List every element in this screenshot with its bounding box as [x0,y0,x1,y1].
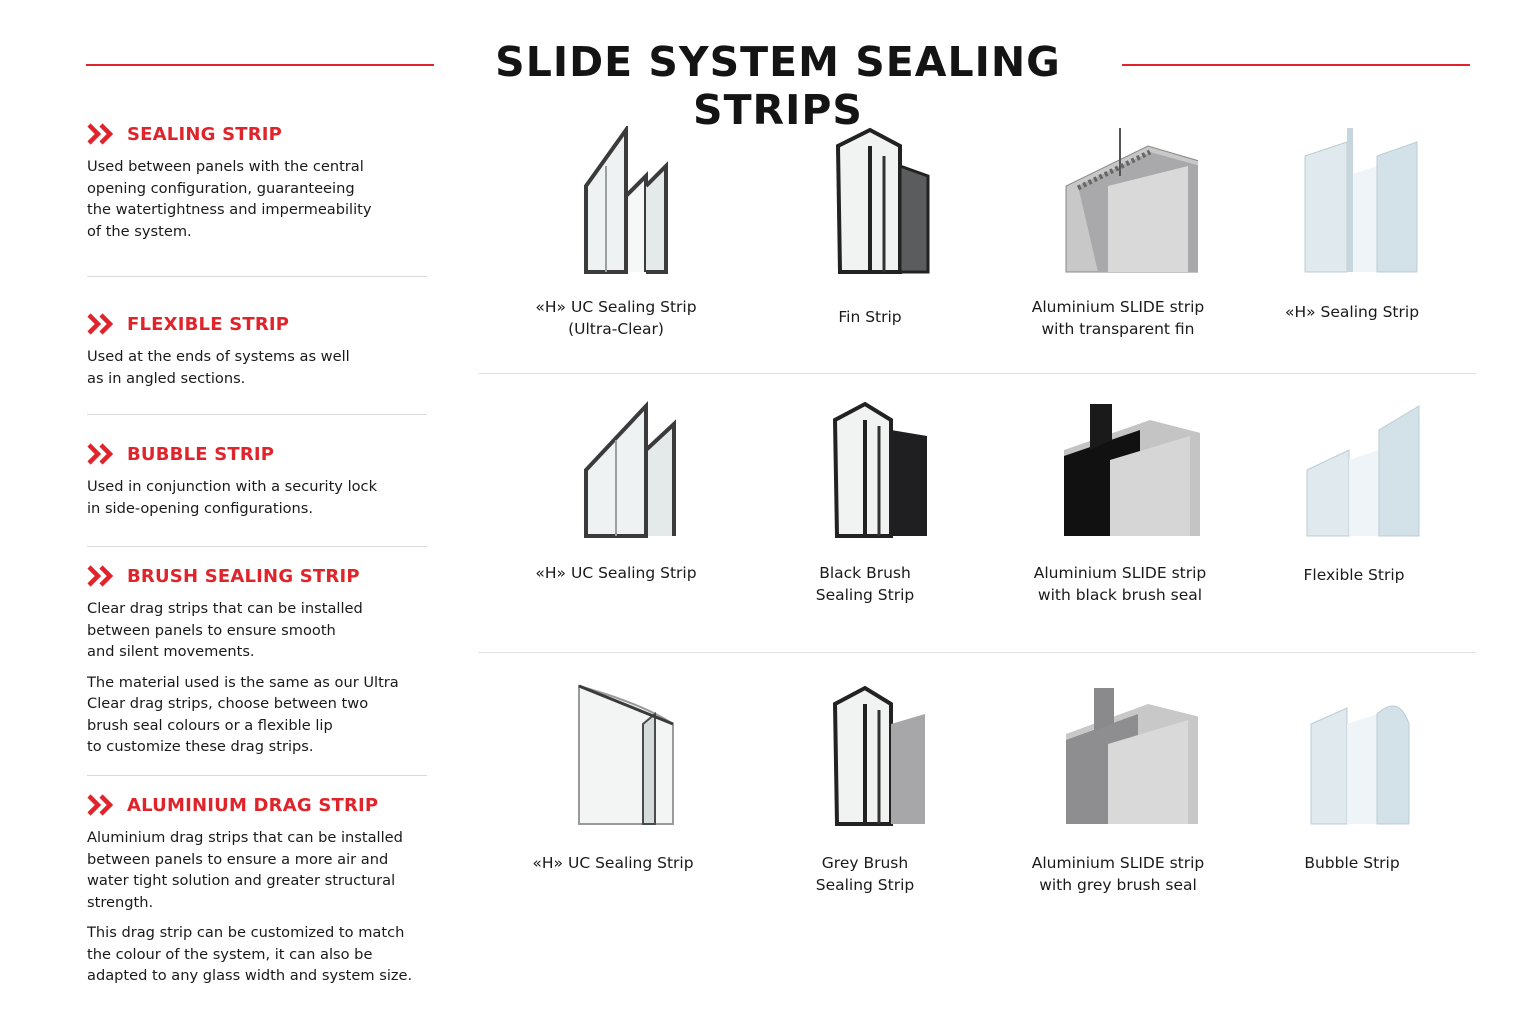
product-grey-brush-sealing-strip [765,684,965,896]
flexible-strip-icon [1279,400,1429,538]
double-chevron-right-icon [87,794,117,816]
section-title: SEALING STRIP [127,123,283,145]
product-caption: Flexible Strip [1303,566,1405,584]
h-white-strip-icon [1277,126,1427,274]
divider [87,546,427,547]
aluminium-strip-icon [1038,126,1198,274]
section-title: BUBBLE STRIP [127,443,275,465]
section-text: Used between panels with the central opening configuration, guaranteeing the watertightness and impermeability of the system. [87,158,372,240]
grey-brush-strip-icon [795,684,935,826]
product-aluminium-slide-strip-grey-brush [1018,684,1218,896]
product-aluminium-slide-strip-black-brush [1020,400,1220,606]
product-caption: «H» UC Sealing Strip (Ultra-Clear) [535,298,697,338]
product-caption: Fin Strip [838,308,902,326]
product-caption: «H» Sealing Strip [1284,303,1420,321]
row-divider [478,373,1476,374]
product-caption: «H» UC Sealing Strip [532,854,694,872]
product-h-uc-sealing-strip-ultra-clear [516,126,716,340]
section-title: BRUSH SEALING STRIP [127,565,360,587]
divider [87,775,427,776]
divider [87,276,427,277]
double-chevron-right-icon [87,443,117,465]
section-text: Used at the ends of systems as well as in angled sections. [87,348,350,387]
product-h-uc-sealing-strip [516,400,716,584]
product-h-uc-sealing-strip-curved [513,684,713,874]
section-title: ALUMINIUM DRAG STRIP [127,794,379,816]
bubble-strip-icon [1277,684,1427,826]
title-bar [0,38,1536,134]
product-caption: Black Brush Sealing Strip [815,564,915,604]
section-text: The material used is the same as our Ultra Clear drag strips, choose between two brush seal colours or a flexible lip to customize these drag strips. [87,673,399,755]
section-text: Clear drag strips that can be installed between panels to ensure smooth and silent movements. [87,600,363,660]
aluminium-black-brush-icon [1040,400,1200,538]
section-text: Aluminium drag strips that can be installed between panels to ensure a more air and water tight solution and greater structural strength. [87,829,403,911]
row-divider [478,652,1476,653]
product-black-brush-sealing-strip [765,400,965,606]
h-clear-curved-strip-icon [543,684,683,826]
title-rule-right [1122,64,1470,66]
double-chevron-right-icon [87,313,117,335]
page-title: SLIDE SYSTEM SEALING STRIPS [495,38,1061,134]
section-flexible-strip [87,308,427,398]
h-clear-strip-icon [546,126,686,274]
title-rule-left [86,64,434,66]
section-brush-sealing-strip [87,560,427,767]
h-clear-strip-icon [546,400,686,538]
divider [87,414,427,415]
section-text: Used in conjunction with a security lock in side-opening configurations. [87,478,378,517]
section-text: This drag strip can be customized to match the colour of the system, it can also be adapted to any glass width and system size. [87,924,413,984]
aluminium-grey-brush-icon [1038,684,1198,826]
black-brush-strip-icon [795,400,935,538]
product-caption: Grey Brush Sealing Strip [815,854,915,894]
product-fin-strip [770,126,970,328]
product-h-sealing-strip [1252,126,1452,323]
product-caption: Bubble Strip [1304,854,1400,872]
section-bubble-strip [87,438,427,528]
section-aluminium-drag-strip [87,789,427,996]
fin-strip-icon [800,126,940,274]
product-caption: Aluminium SLIDE strip with grey brush seal [1031,854,1205,894]
section-sealing-strip [87,118,427,251]
product-caption: Aluminium SLIDE strip with transparent fin [1031,298,1205,338]
product-bubble-strip [1252,684,1452,874]
product-caption: Aluminium SLIDE strip with black brush seal [1033,564,1207,604]
product-flexible-strip [1254,400,1454,586]
product-caption: «H» UC Sealing Strip [535,564,697,582]
product-aluminium-slide-strip-transparent-fin [1018,126,1218,340]
double-chevron-right-icon [87,565,117,587]
double-chevron-right-icon [87,123,117,145]
section-title: FLEXIBLE STRIP [127,313,290,335]
